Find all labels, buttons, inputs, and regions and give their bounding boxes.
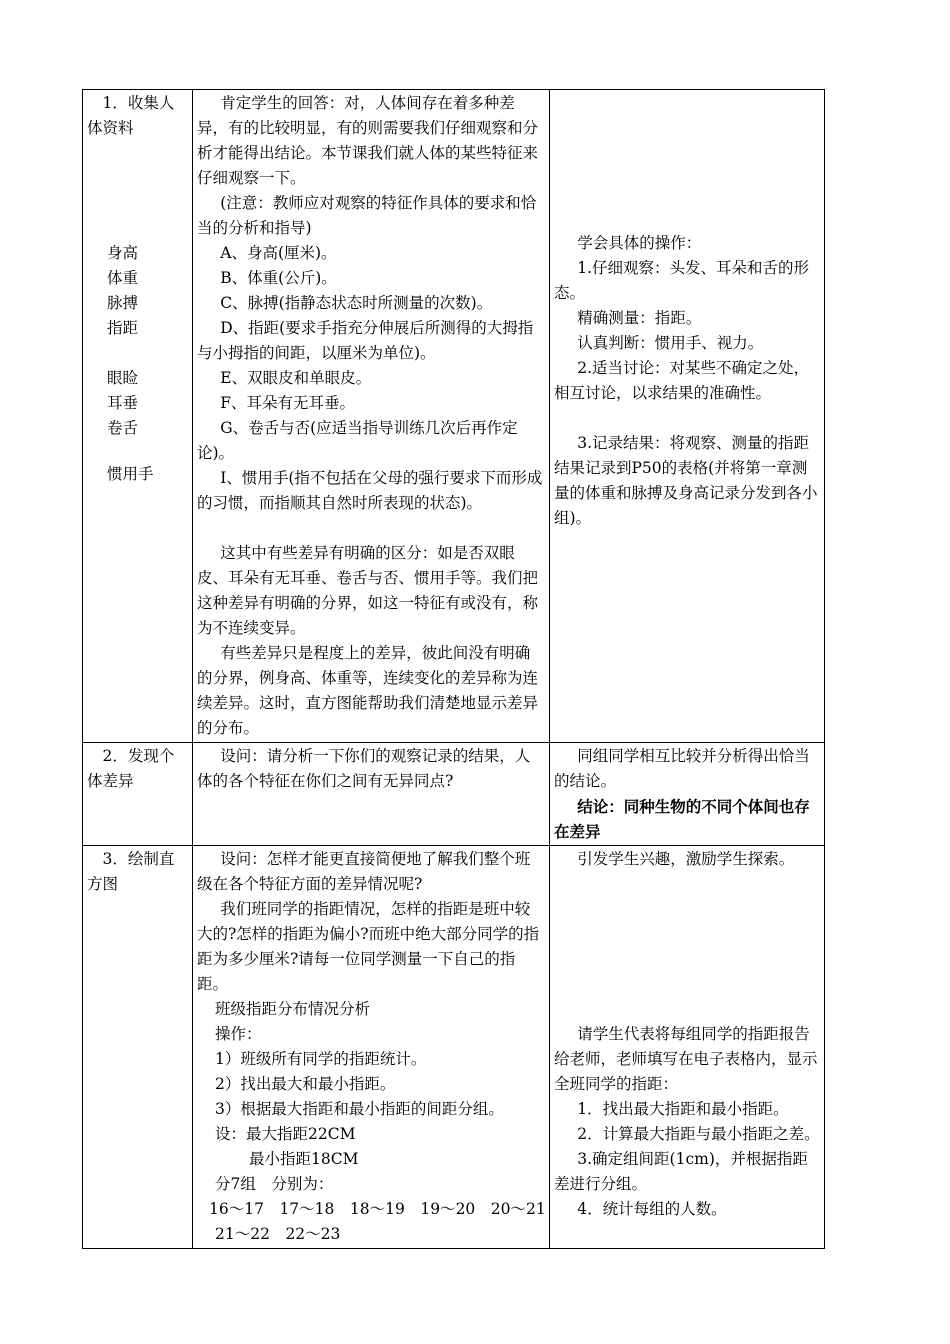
- group-ranges: 16～17 17～18 18～19 19～20 20～21: [209, 1200, 546, 1218]
- paragraph: 4．统计每组的人数。: [577, 1200, 727, 1218]
- lesson-plan-table: [82, 89, 825, 1249]
- step-label: 2．发现个体差异: [87, 747, 175, 790]
- paragraph: 我们班同学的指距情况，怎样的指距是班中较大的?怎样的指距为偏小?而班中绝大部分同学的指距为多少厘米?请每一位同学测量一下自己的指距。: [197, 900, 540, 993]
- teacher-cell: [193, 90, 550, 743]
- side-label: 眼睑: [107, 369, 139, 387]
- paragraph: 最小指距18CM: [249, 1150, 359, 1168]
- side-label: 指距: [107, 319, 139, 337]
- side-label: 脉搏: [107, 294, 139, 312]
- paragraph: 设问：请分析一下你们的观察记录的结果，人体的各个特征在你们之间有无异同点?: [197, 747, 531, 790]
- side-label: 耳垂: [107, 394, 139, 412]
- paragraph: 肯定学生的回答：对，人体间存在着多种差异，有的比较明显，有的则需要我们仔细观察和分析才能得出结论。本节课我们就人体的某些特征来仔细观察一下。: [197, 94, 539, 187]
- table-row: [83, 743, 825, 846]
- step-label: 3．绘制直方图: [87, 850, 175, 893]
- teacher-cell: [193, 743, 550, 846]
- table-row: [83, 90, 825, 743]
- paragraph: 3）根据最大指距和最小指距的间距分组。: [215, 1100, 504, 1118]
- paragraph: 学会具体的操作：: [577, 234, 702, 252]
- step-cell: [83, 846, 193, 1249]
- paragraph: 请学生代表将每组同学的指距报告给老师，老师填写在电子表格内，显示全班同学的指距：: [554, 1025, 818, 1093]
- paragraph: 班级指距分布情况分析: [215, 1000, 371, 1018]
- side-label: 卷舌: [107, 419, 139, 437]
- side-label: 体重: [107, 269, 139, 287]
- teacher-cell: [193, 846, 550, 1249]
- paragraph: 引发学生兴趣，激励学生探索。: [577, 850, 795, 868]
- paragraph: 3.确定组间距(1cm)，并根据指距差进行分组。: [554, 1150, 808, 1193]
- paragraph: 同组同学相互比较并分析得出恰当的结论。: [554, 747, 810, 790]
- side-label: 身高: [107, 244, 139, 262]
- paragraph: F、耳朵有无耳垂。: [220, 394, 356, 412]
- paragraph: 认真判断：惯用手、视力。: [577, 334, 764, 352]
- paragraph: G、卷舌与否(应适当指导训练几次后再作定论)。: [197, 419, 518, 462]
- paragraph: 设：最大指距22CM: [215, 1125, 356, 1143]
- paragraph: 操作：: [215, 1025, 262, 1043]
- paragraph: C、脉搏(指静态状态时所测量的次数)。: [220, 294, 493, 312]
- paragraph: A、身高(厘米)。: [220, 244, 337, 262]
- paragraph: 有些差异只是程度上的差异，彼此间没有明确的分界，例身高、体重等，连续变化的差异称为连续差异。这时，直方图能帮助我们清楚地显示差异的分布。: [197, 644, 539, 737]
- paragraph: 2）找出最大和最小指距。: [215, 1075, 396, 1093]
- paragraph: 1）班级所有同学的指距统计。: [215, 1050, 427, 1068]
- paragraph: 2.适当讨论：对某些不确定之处，相互讨论，以求结果的准确性。: [554, 359, 810, 402]
- paragraph: 这其中有些差异有明确的区分：如是否双眼皮、耳朵有无耳垂、卷舌与否、惯用手等。我们把这种差异有明确的分界，如这一特征有或没有，称为不连续变异。: [197, 544, 539, 637]
- paragraph: D、指距(要求手指充分伸展后所测得的大拇指与小拇指的间距，以厘米为单位)。: [197, 319, 534, 362]
- paragraph: B、体重(公斤)。: [220, 269, 337, 287]
- step-cell: [83, 90, 193, 743]
- paragraph: 1.仔细观察：头发、耳朵和舌的形态。: [554, 259, 810, 302]
- step-label: 1．收集人体资料: [87, 94, 175, 137]
- paragraph: 设问：怎样才能更直接简便地了解我们整个班级在各个特征方面的差异情况呢?: [197, 850, 531, 893]
- paragraph: I、惯用手(指不包括在父母的强行要求下而形成的习惯，而指顺其自然时所表现的状态)。: [197, 469, 543, 512]
- student-cell: [550, 743, 825, 846]
- paragraph: 2．计算最大指距与最小指距之差。: [577, 1125, 820, 1143]
- paragraph: 分7组 分别为：: [215, 1175, 334, 1193]
- paragraph: 3.记录结果：将观察、测量的指距结果记录到P50的表格(并将第一章测量的体重和脉搏及身高记录分发到各小组)。: [554, 434, 818, 527]
- paragraph: E、双眼皮和单眼皮。: [220, 369, 372, 387]
- student-cell: [550, 846, 825, 1249]
- paragraph: 精确测量：指距。: [577, 309, 702, 327]
- paragraph: (注意：教师应对观察的特征作具体的要求和恰当的分析和指导): [197, 194, 537, 237]
- paragraph: 1．找出最大指距和最小指距。: [577, 1100, 789, 1118]
- table-row: [83, 846, 825, 1249]
- group-ranges: 21～22 22～23: [215, 1225, 341, 1243]
- student-cell: [550, 90, 825, 743]
- step-cell: [83, 743, 193, 846]
- side-label: 惯用手: [107, 465, 154, 483]
- conclusion: 结论：同种生物的不同个体间也存在差异: [554, 797, 810, 841]
